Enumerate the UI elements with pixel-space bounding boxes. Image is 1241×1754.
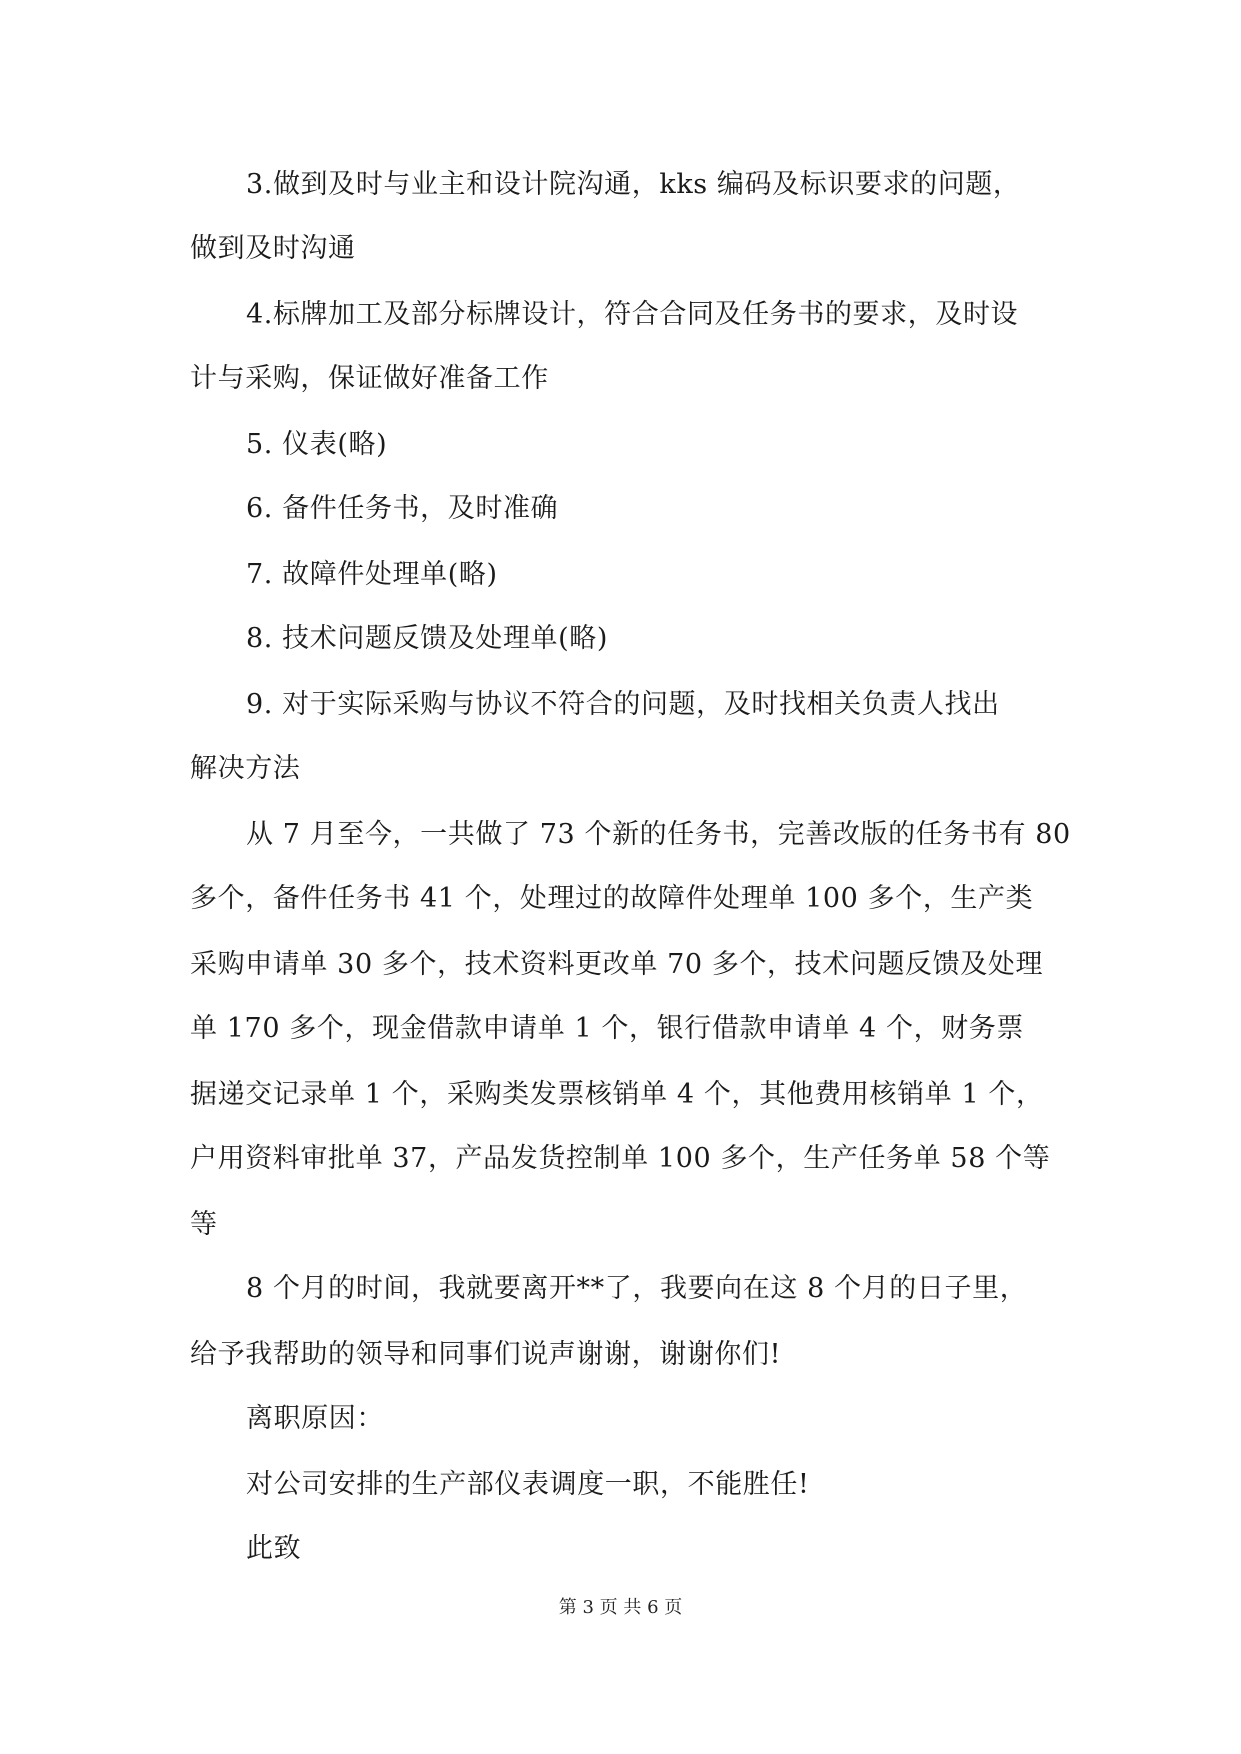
text-line: 对公司安排的生产部仪表调度一职，不能胜任! <box>246 1469 810 1500</box>
text-line: 解决方法 <box>190 753 301 784</box>
text-line: 给予我帮助的领导和同事们说声谢谢，谢谢你们! <box>190 1339 782 1370</box>
text-line: 做到及时沟通 <box>190 233 356 264</box>
text-line: 4.标牌加工及部分标牌设计，符合合同及任务书的要求，及时设 <box>246 299 1019 330</box>
text-line: 8. 技术问题反馈及处理单(略) <box>246 623 609 654</box>
text-line: 采购申请单 30 多个，技术资料更改单 70 多个，技术问题反馈及处理 <box>190 949 1044 980</box>
text-line: 7. 故障件处理单(略) <box>246 559 498 590</box>
text-line: 5. 仪表(略) <box>246 429 388 460</box>
text-line: 离职原因： <box>246 1403 384 1434</box>
text-line: 户用资料审批单 37，产品发货控制单 100 多个，生产任务单 58 个等 <box>190 1143 1051 1174</box>
text-line: 多个，备件任务书 41 个，处理过的故障件处理单 100 多个，生产类 <box>190 883 1034 914</box>
text-line: 单 170 多个，现金借款申请单 1 个，银行借款申请单 4 个，财务票 <box>190 1013 1024 1044</box>
text-line: 从 7 月至今，一共做了 73 个新的任务书，完善改版的任务书有 80 <box>246 819 1071 850</box>
text-line: 等 <box>190 1209 218 1240</box>
text-line: 此致 <box>246 1533 302 1564</box>
text-line: 8 个月的时间，我就要离开**了，我要向在这 8 个月的日子里， <box>246 1273 1028 1304</box>
text-line: 9. 对于实际采购与协议不符合的问题，及时找相关负责人找出 <box>246 689 1000 720</box>
text-line: 据递交记录单 1 个，采购类发票核销单 4 个，其他费用核销单 1 个， <box>190 1079 1044 1110</box>
text-line: 计与采购，保证做好准备工作 <box>190 363 549 394</box>
text-line: 6. 备件任务书，及时准确 <box>246 493 559 524</box>
text-line: 3.做到及时与业主和设计院沟通，kks 编码及标识要求的问题， <box>246 169 1021 200</box>
page-number-footer: 第 3 页 共 6 页 <box>558 1597 683 1618</box>
